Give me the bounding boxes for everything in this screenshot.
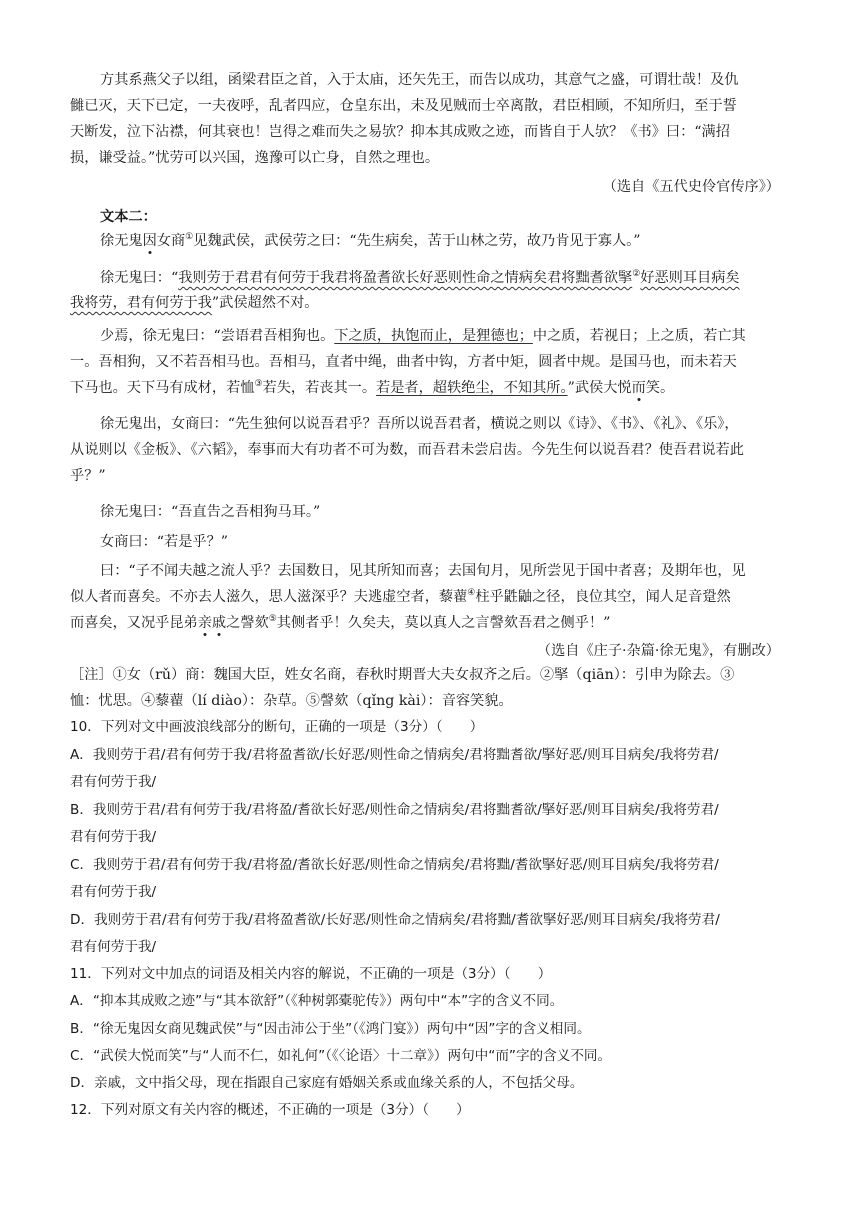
footnote-mark: ④ bbox=[467, 588, 476, 598]
text2-paragraph-3-line-2: 一。吾相狗，又不若吾相马也。吾相马，直者中绳，曲者中钩，方者中矩，圆者中规。是国马也，而未若天 bbox=[70, 354, 737, 370]
text1-line-1: 方其系燕父子以组，函梁君臣之首，入于太庙，还矢先王，而告以成功，其意气之盛，可谓壮哉！及仇 bbox=[100, 72, 739, 88]
footnote-mark: ② bbox=[632, 269, 641, 279]
question-11-option-b: B．“徐无鬼因女商见魏武侯”与“因击沛公于坐”（《鸿门宴》）两句中“因”字的含义相同。 bbox=[70, 1021, 591, 1037]
question-12-stem: 12．下列对原文有关内容的概述，不正确的一项是（3分）（ ） bbox=[70, 1102, 470, 1118]
text1-line-2: 雠已灭，天下已定，一夫夜呼，乱者四应，仓皇东出，未及见贼而士卒离散，君臣相顾，不知所归，至于誓 bbox=[70, 98, 737, 114]
text-segment: ”武侯大悦 bbox=[567, 380, 632, 396]
question-11-option-d: D．亲戚，文中指父母，现在指跟自己家庭有婚姻关系或血缘关系的人，不包括父母。 bbox=[70, 1075, 584, 1091]
text2-paragraph-2-line-1 bbox=[100, 268, 740, 288]
underlined-text: 若是者，超轶绝尘，不知其所。 bbox=[376, 380, 568, 396]
text-segment: 见魏武侯，武侯劳之曰：“先生病矣，苦于山林之劳，故乃肯见于寡人。” bbox=[193, 233, 641, 249]
question-10-option-b: B．我则劳于君/君有何劳于我/君将盈/耆欲长好恶/则性命之情病矣/君将黜耆欲/掔好恶/则耳目病矣/我将劳君/ bbox=[70, 802, 719, 818]
text2-paragraph-5: 徐无鬼曰：“吾直告之吾相狗马耳。” bbox=[100, 504, 321, 520]
question-10-option-b-cont: 君有何劳于我/ bbox=[70, 829, 157, 845]
text-segment: 而喜矣，又况乎昆弟 bbox=[70, 615, 198, 631]
text2-paragraph-1 bbox=[100, 231, 640, 251]
text1-line-4: 损，谦受益。”忧劳可以兴国，逸豫可以亡身，自然之理也。 bbox=[70, 150, 440, 166]
question-11-option-c: C．“武侯大悦而笑”与“人而不仁，如礼何”（《〈论语〉十二章》）两句中“而”字的含义不同。 bbox=[70, 1048, 612, 1064]
text2-paragraph-6: 女商曰：“若是乎？” bbox=[100, 534, 229, 550]
text2-paragraph-4-line-1: 徐无鬼出，女商曰：“先生独何以说吾君乎？吾所以说吾君者，横说之则以《诗》、《书》、《礼》、《乐》， bbox=[100, 416, 739, 432]
text-segment: 之謦欬 bbox=[226, 615, 269, 631]
text-segment: 下马也。天下马有成材，若恤 bbox=[70, 380, 255, 396]
text-segment: 女商 bbox=[156, 233, 186, 249]
question-11-stem: 11．下列对文中加点的词语及相关内容的解说，不正确的一项是（3分）（ ） bbox=[70, 966, 552, 982]
wavy-underlined-text: 我则劳于君君有何劳于我君将盈耆欲长好恶则性命之情病矣君将黜耆欲掔 bbox=[178, 270, 633, 286]
question-10-option-c-cont: 君有何劳于我/ bbox=[70, 884, 157, 900]
text2-paragraph-7-line-1: 曰：“子不闻夫越之流人乎？去国数日，见其所知而喜；去国旬月，见所尝见于国中者喜；及期年也，见 bbox=[100, 563, 746, 579]
wavy-underlined-text: 好恶则耳目病矣 bbox=[640, 270, 740, 286]
dotted-char: 亲 bbox=[197, 615, 212, 631]
text-segment: 徐无鬼 bbox=[100, 233, 143, 249]
text2-paragraph-4-line-2: 从说则以《金板》、《六韬》，奉事而大有功者不可为数，而吾君未尝启齿。今先生何以说吾君？使吾君说若此 bbox=[70, 442, 744, 458]
text2-source: （选自《庄子·杂篇·徐无鬼》，有删改） bbox=[536, 643, 780, 659]
question-10-option-a-cont: 君有何劳于我/ bbox=[70, 774, 157, 790]
question-10-stem: 10．下列对文中画波浪线部分的断句，正确的一项是（3分）（ ） bbox=[70, 719, 484, 735]
text2-heading: 文本二： bbox=[100, 209, 157, 225]
text2-paragraph-7-line-2 bbox=[70, 587, 731, 607]
text2-paragraph-4-line-3: 乎？” bbox=[70, 468, 106, 484]
dotted-char: 因 bbox=[142, 233, 157, 249]
text-segment: 笑。 bbox=[645, 380, 675, 396]
text2-paragraph-2-line-2 bbox=[70, 293, 318, 313]
text-segment: ”武侯超然不对。 bbox=[211, 295, 319, 311]
text-segment: 若失，若丧其一。 bbox=[262, 380, 377, 396]
footnote-mark: ③ bbox=[254, 379, 263, 389]
text-segment: 柱乎鼪鼬之径，良位其空，闻人足音跫然 bbox=[475, 589, 731, 605]
question-10-option-d: D．我则劳于君/君有何劳于我/君将盈耆欲/长好恶/则性命之情病矣/君将黜/耆欲掔好恶/则耳目病矣/我将劳君/ bbox=[70, 912, 720, 928]
text2-paragraph-3-line-1 bbox=[100, 326, 746, 346]
text-segment: 中之质，若视日；上之质，若亡其 bbox=[532, 328, 746, 344]
text1-source: （选自《五代史伶官传序》） bbox=[602, 179, 780, 195]
wavy-underlined-text: 我将劳，君有何劳于我 bbox=[70, 295, 212, 311]
question-10-option-d-cont: 君有何劳于我/ bbox=[70, 939, 157, 955]
dotted-char: 而 bbox=[631, 380, 646, 396]
text2-paragraph-3-line-3 bbox=[70, 378, 674, 398]
text-segment: 似人者而喜矣。不亦去人滋久，思人滋深乎？夫逃虚空者，藜藋 bbox=[70, 589, 468, 605]
text-segment: 徐无鬼曰：“ bbox=[100, 270, 179, 286]
notes-line-1: ［注］①女（rǔ）商：魏国大臣，姓女名商，春秋时期晋大夫女叔齐之后。②掔（qiān）：引申为除去。③ bbox=[70, 667, 735, 683]
question-11-option-a: A．“抑本其成败之迹”与“其本欲舒”（《种树郭橐驼传》）两句中“本”字的含义不同。 bbox=[70, 993, 564, 1009]
text1-line-3: 天断发，泣下沾襟，何其衰也！岂得之难而失之易欤？抑本其成败之迹，而皆自于人欤？《书》曰：“满招 bbox=[70, 124, 730, 140]
dotted-char: 戚 bbox=[211, 615, 227, 631]
underlined-text: 下之质，执饱而止，是狸德也； bbox=[334, 328, 533, 344]
text-segment: 少焉，徐无鬼曰：“尝语君吾相狗也。 bbox=[100, 328, 335, 344]
text-segment: 其侧者乎！久矣夫，莫以真人之言謦欬吾君之侧乎！” bbox=[276, 615, 611, 631]
footnote-mark: ⑤ bbox=[268, 614, 277, 624]
notes-line-2: 恤：忧思。④藜藋（lí diào）：杂草。⑤謦欬（qǐng kài）：音容笑貌。 bbox=[70, 693, 513, 709]
text2-paragraph-7-line-3 bbox=[70, 613, 610, 633]
question-10-option-a: A．我则劳于君/君有何劳于我/君将盈耆欲/长好恶/则性命之情病矣/君将黜耆欲/掔好恶/则耳目病矣/我将劳君/ bbox=[70, 747, 719, 763]
footnote-mark: ① bbox=[185, 232, 194, 242]
question-10-option-c: C．我则劳于君/君有何劳于我/君将盈/耆欲长好恶/则性命之情病矣/君将黜/耆欲掔好恶/则耳目病矣/我将劳君/ bbox=[70, 857, 719, 873]
